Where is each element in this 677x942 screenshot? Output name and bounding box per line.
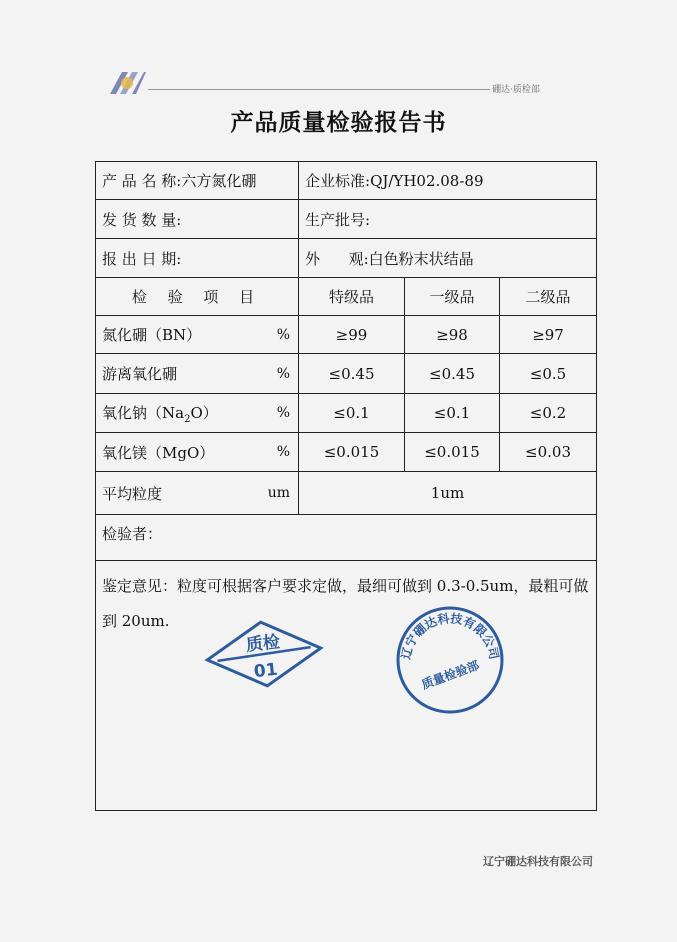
spec-value: ≤0.1	[299, 394, 405, 433]
spec-value: ≤0.45	[405, 354, 500, 394]
spec-value: ≥98	[405, 316, 500, 354]
grade-header: 一级品	[405, 278, 500, 316]
inspector-row	[96, 515, 597, 561]
page-title: 产品质量检验报告书	[230, 109, 447, 136]
spec-unit: %	[276, 326, 290, 343]
header-rule	[148, 89, 490, 90]
spec-item-cell	[96, 316, 299, 354]
batch-label: 生产批号:	[299, 200, 597, 239]
particle-item-cell	[96, 472, 299, 515]
spec-item: 游离氧化硼	[102, 365, 178, 383]
particle-value: 1um	[299, 472, 597, 515]
company-logo-icon	[108, 70, 146, 96]
spec-value: ≤0.1	[405, 394, 500, 433]
particle-row	[96, 472, 597, 515]
standard-cell	[299, 162, 597, 200]
qc-stamp	[203, 618, 325, 690]
appearance-value: 白色粉末状结晶	[368, 249, 474, 268]
row-product	[96, 162, 597, 200]
verdict-row	[96, 561, 597, 811]
spec-item	[102, 403, 218, 425]
spec-item-cell	[96, 394, 299, 433]
appearance-cell	[299, 239, 597, 278]
spec-value: ≤0.03	[500, 433, 597, 472]
appearance-label: 外 观:	[305, 249, 369, 268]
spec-value: ≥99	[299, 316, 405, 354]
spec-row	[96, 394, 597, 433]
row-shipping	[96, 200, 597, 239]
seal-outer-text: 辽宁硼达科技有限公司	[398, 611, 502, 661]
qc-stamp-top: 质检	[245, 632, 281, 656]
spec-value: ≤0.2	[500, 394, 597, 433]
spec-value: ≤0.5	[500, 354, 597, 394]
spec-header-item: 检 验 项 目	[96, 278, 299, 316]
date-label: 报 出 日 期:	[96, 239, 299, 278]
spec-value: ≤0.45	[299, 354, 405, 394]
spec-unit: %	[276, 405, 290, 421]
spec-value: ≥97	[500, 316, 597, 354]
particle-unit: um	[267, 485, 290, 501]
seal-inner-text: 质量检验部	[419, 658, 481, 692]
spec-row	[96, 433, 597, 472]
spec-value: ≤0.015	[405, 433, 500, 472]
spec-item-subscript: 2	[184, 413, 191, 425]
particle-item: 平均粒度	[102, 484, 163, 503]
verdict-text: 鉴定意见：粒度可根据客户要求定做，最细可做到 0.3-0.5um，最粗可做到 20um.	[102, 577, 589, 630]
header-department: 硼达·质检部	[492, 85, 540, 95]
spec-header-row	[96, 278, 597, 316]
spec-item: 氮化硼（BN）	[102, 326, 202, 344]
spec-item-cell	[96, 433, 299, 472]
inspector-label: 检验者：	[96, 515, 597, 561]
spec-row	[96, 354, 597, 394]
qc-stamp-bottom: 01	[252, 659, 279, 683]
report-table	[95, 161, 597, 811]
spec-unit: %	[276, 365, 290, 382]
spec-item-suffix: O）	[190, 403, 218, 422]
standard-value: QJ/YH02.08-89	[370, 172, 484, 190]
product-label: 产 品 名 称:	[102, 172, 182, 190]
spec-unit: %	[276, 444, 290, 460]
product-cell	[96, 162, 299, 200]
standard-label: 企业标准:	[305, 172, 371, 190]
grade-header: 特级品	[299, 278, 405, 316]
grade-header: 二级品	[500, 278, 597, 316]
spec-item: 氧化镁（MgO）	[102, 443, 215, 462]
verdict-cell	[96, 561, 597, 811]
footer-company: 辽宁硼达科技有限公司	[483, 855, 593, 868]
shipping-label: 发 货 数 量:	[96, 200, 299, 239]
row-date	[96, 239, 597, 278]
spec-value: ≤0.015	[299, 433, 405, 472]
spec-item-cell	[96, 354, 299, 394]
product-value: 六方氮化硼	[181, 172, 257, 190]
svg-text:辽宁硼达科技有限公司	[398, 610, 501, 660]
spec-row	[96, 316, 597, 354]
spec-item-prefix: 氧化钠（Na	[102, 403, 185, 422]
company-seal	[394, 604, 506, 716]
